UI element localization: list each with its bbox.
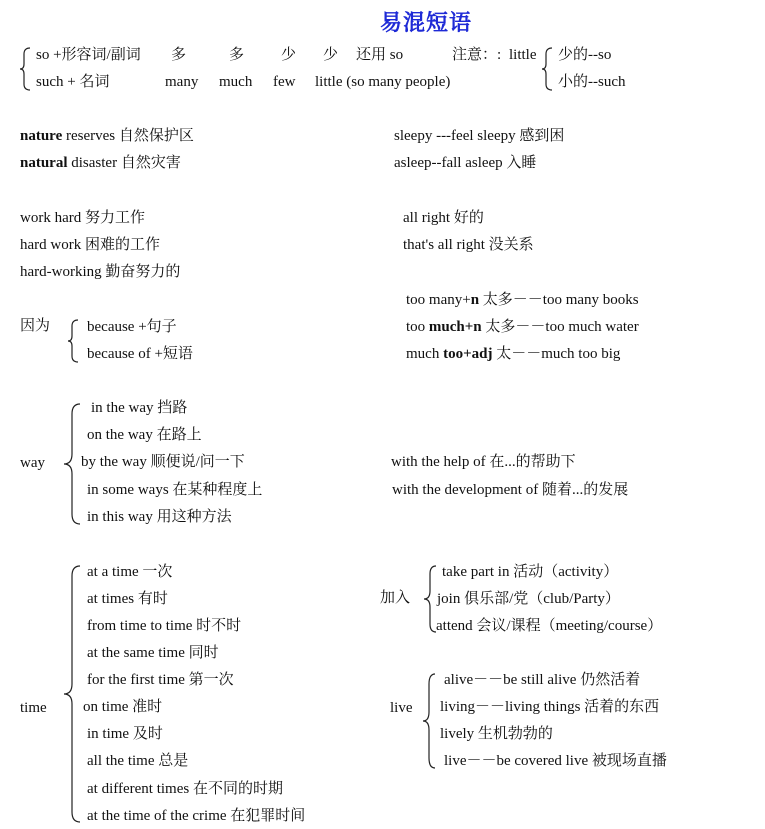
header-little-example: little (so many people) bbox=[315, 74, 451, 90]
live-brace bbox=[421, 672, 439, 770]
way-item: in the way 挡路 bbox=[91, 400, 188, 416]
header-much: much bbox=[219, 74, 253, 90]
time-item: at times 有时 bbox=[87, 591, 168, 607]
thats-all-right-line: that's all right 没关系 bbox=[403, 237, 534, 253]
sleepy-line: sleepy ---feel sleepy 感到困 bbox=[394, 128, 565, 144]
time-label: time bbox=[20, 700, 47, 716]
header-few: few bbox=[273, 74, 296, 90]
header-so-rule: so +形容词/副词 bbox=[36, 47, 141, 63]
way-item: on the way 在路上 bbox=[87, 427, 202, 443]
live-item: living－－living things 活着的东西 bbox=[440, 699, 660, 715]
work-hard-line: work hard 努力工作 bbox=[20, 210, 145, 226]
time-item: in time 及时 bbox=[87, 726, 163, 742]
time-item: at a time 一次 bbox=[87, 564, 173, 580]
with-help-line: with the help of 在...的帮助下 bbox=[391, 454, 576, 470]
because-label: 因为 bbox=[20, 318, 51, 334]
header-many: many bbox=[165, 74, 199, 90]
asleep-line: asleep--fall asleep 入睡 bbox=[394, 155, 537, 171]
because-brace bbox=[68, 318, 82, 364]
all-right-line: all right 好的 bbox=[403, 210, 484, 226]
much-too-line: much too+adj 太－－much too big bbox=[406, 346, 621, 362]
join-item: take part in 活动（activity） bbox=[442, 564, 619, 580]
join-item: join 俱乐部/党（club/Party） bbox=[437, 591, 620, 607]
way-label: way bbox=[20, 455, 45, 471]
too-many-line: too many+n 太多－－too many books bbox=[406, 292, 639, 308]
time-brace bbox=[62, 564, 84, 824]
header-little-word: little bbox=[509, 47, 537, 63]
time-item: from time to time 时不时 bbox=[87, 618, 242, 634]
hard-work-line: hard work 困难的工作 bbox=[20, 237, 160, 253]
time-item: for the first time 第一次 bbox=[87, 672, 234, 688]
header-many-cn: 多 bbox=[171, 47, 187, 63]
natural-line: natural disaster 自然灾害 bbox=[20, 155, 181, 171]
with-development-line: with the development of 随着...的发展 bbox=[392, 482, 629, 498]
live-item: lively 生机勃勃的 bbox=[440, 726, 553, 742]
time-item: at the same time 同时 bbox=[87, 645, 219, 661]
page-title: 易混短语 bbox=[380, 10, 473, 35]
join-item: attend 会议/课程（meeting/course） bbox=[436, 618, 663, 634]
too-much-line: too much+n 太多－－too much water bbox=[406, 319, 639, 335]
header-note: 注意：: bbox=[452, 47, 502, 63]
little-note-so: 少的--so bbox=[558, 47, 612, 63]
header-little-cn: 少 bbox=[323, 47, 339, 63]
way-item: in this way 用这种方法 bbox=[87, 509, 232, 525]
way-item: by the way 顺便说/问一下 bbox=[81, 454, 245, 470]
time-item: all the time 总是 bbox=[87, 753, 189, 769]
join-label: 加入 bbox=[380, 590, 411, 606]
way-item: in some ways 在某种程度上 bbox=[87, 482, 263, 498]
header-few-cn: 少 bbox=[281, 47, 297, 63]
live-item: live－－be covered live 被现场直播 bbox=[444, 753, 667, 769]
little-note-such: 小的--such bbox=[558, 74, 626, 90]
little-brace bbox=[542, 46, 556, 92]
nature-line: nature reserves 自然保护区 bbox=[20, 128, 194, 144]
time-item: at the time of the crime 在犯罪时间 bbox=[87, 808, 306, 824]
live-item: alive－－be still alive 仍然活着 bbox=[444, 672, 641, 688]
header-brace bbox=[20, 46, 34, 92]
time-item: at different times 在不同的时期 bbox=[87, 781, 283, 797]
header-much-cn: 多 bbox=[229, 47, 245, 63]
hard-working-line: hard-working 勤奋努力的 bbox=[20, 264, 181, 280]
header-use-so: 还用 so bbox=[356, 47, 404, 63]
time-item: on time 准时 bbox=[83, 699, 163, 715]
because-item: because +句子 bbox=[87, 319, 177, 335]
header-such-rule: such + 名词 bbox=[36, 74, 110, 90]
live-label: live bbox=[390, 700, 413, 716]
because-of-item: because of +短语 bbox=[87, 346, 193, 362]
